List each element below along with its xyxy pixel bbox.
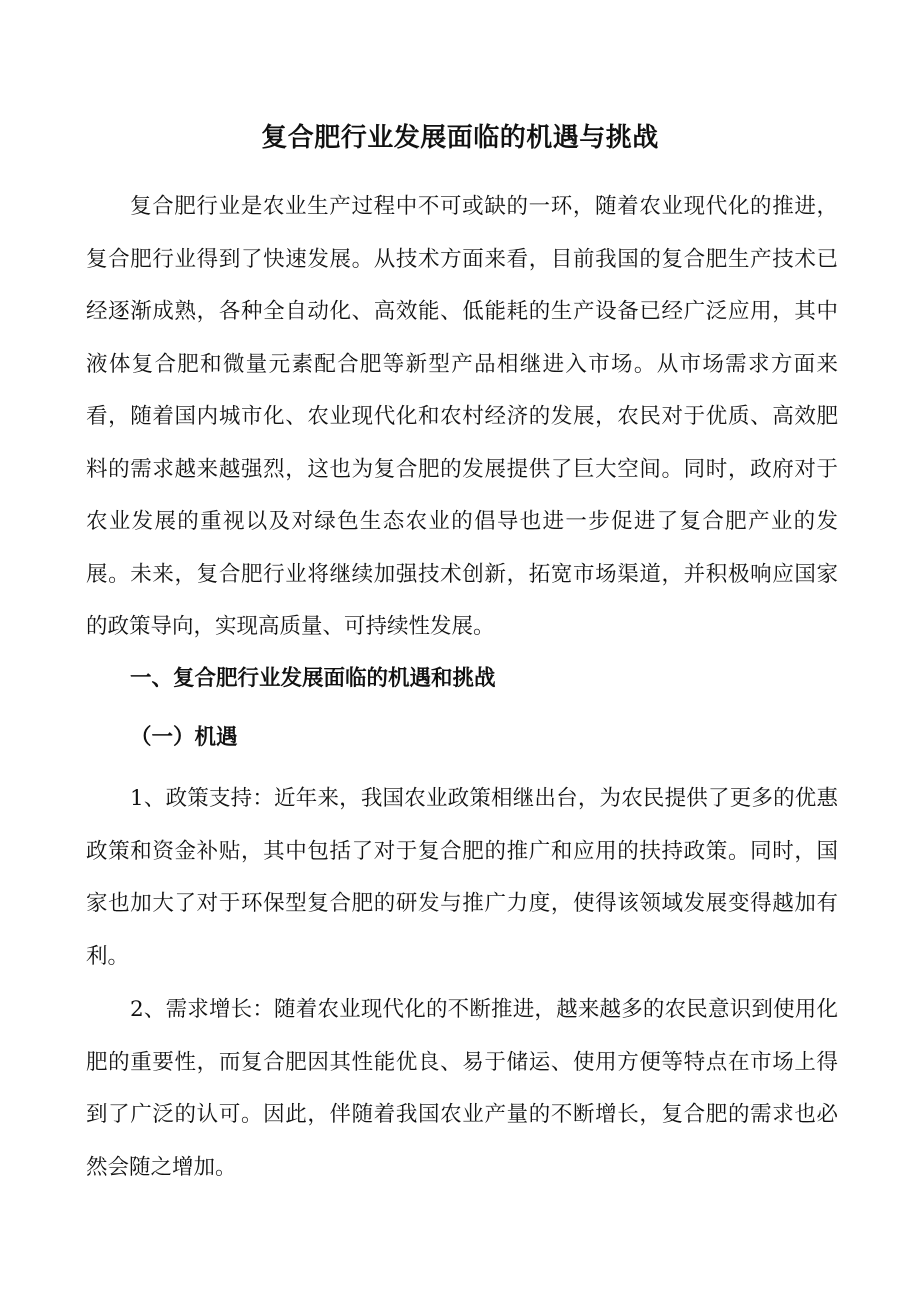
page-title: 复合肥行业发展面临的机遇与挑战 [261,123,659,153]
section-heading: 一、复合肥行业发展面临的机遇和挑战 [130,666,496,691]
demand-growth-paragraph: 2、需求增长：随着农业现代化的不断推进，越来越多的农民意识到使用化肥的重要性，而复合肥因其性能优良、易于储运、使用方便等特点在市场上得到了广泛的认可。因此，伴随着我国农业产量的不断增长，复合肥的需求也必然会随之增加。 [86,997,838,1180]
intro-paragraph: 复合肥行业是农业生产过程中不可或缺的一环，随着农业现代化的推进，复合肥行业得到了快速发展。从技术方面来看，目前我国的复合肥生产技术已经逐渐成熟，各种全自动化、高效能、低能耗的生产设备已经广泛应用，其中液体复合肥和微量元素配合肥等新型产品相继进入市场。从市场需求方面来看，随着国内城市化、农业现代化和农村经济的发展，农民对于优质、高效肥料的需求越来越强烈，这也为复合肥的发展提供了巨大空间。同时，政府对于农业发展的重视以及对绿色生态农业的倡导也进一步促进了复合肥产业的发展。未来，复合肥行业将继续加强技术创新，拓宽市场渠道，并积极响应国家的政策导向，实现高质量、可持续性发展。 [86,194,838,639]
policy-support-paragraph: 1、政策支持：近年来，我国农业政策相继出台，为农民提供了更多的优惠政策和资金补贴，其中包括了对于复合肥的推广和应用的扶持政策。同时，国家也加大了对于环保型复合肥的研发与推广力度，使得该领域发展变得越加有利。 [86,786,838,969]
subsection-heading: （一）机遇 [130,725,238,750]
